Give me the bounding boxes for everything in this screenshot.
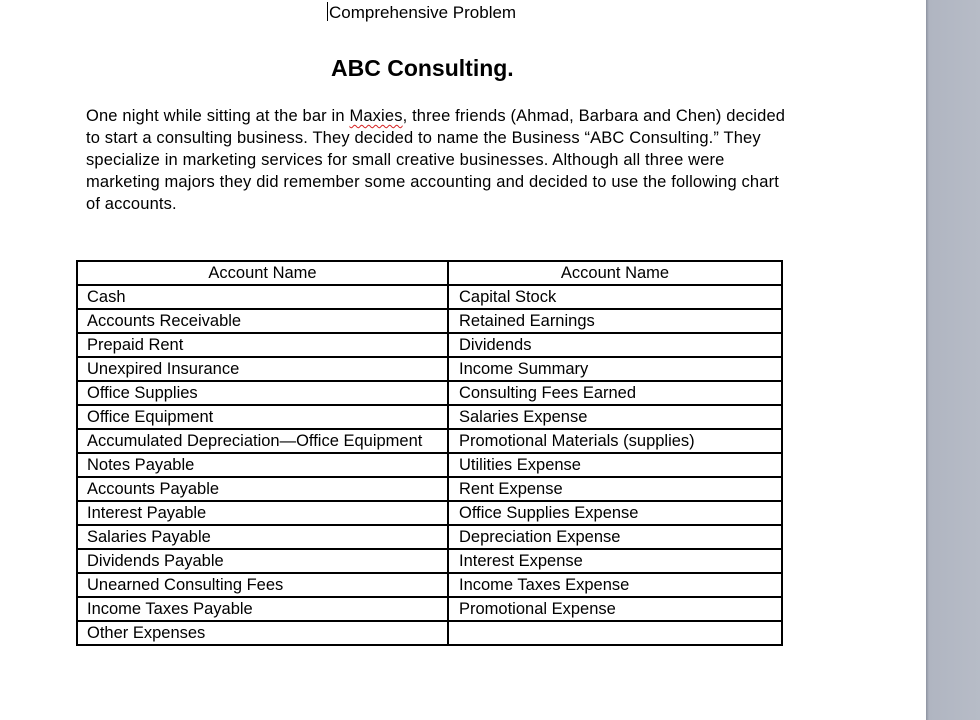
table-row: [77, 477, 782, 501]
account-cell-left: Unexpired Insurance: [77, 357, 448, 381]
intro-text-start: One night while sitting at the bar in: [86, 107, 350, 125]
account-cell-right: Income Taxes Expense: [448, 573, 782, 597]
chart-of-accounts-table: [76, 260, 783, 646]
account-cell-left: Notes Payable: [77, 453, 448, 477]
account-cell-right: Interest Expense: [448, 549, 782, 573]
table-row: [77, 501, 782, 525]
spellcheck-word[interactable]: Maxies: [349, 107, 403, 125]
account-cell-left: Office Equipment: [77, 405, 448, 429]
account-cell-right: Rent Expense: [448, 477, 782, 501]
table-body: [77, 285, 782, 645]
intro-paragraph: [86, 105, 786, 215]
account-cell-left: Accumulated Depreciation—Office Equipment: [77, 429, 448, 453]
account-cell-right: Promotional Expense: [448, 597, 782, 621]
account-cell-left: Dividends Payable: [77, 549, 448, 573]
table-row: [77, 381, 782, 405]
account-cell-left: Office Supplies: [77, 381, 448, 405]
table-row: [77, 405, 782, 429]
account-cell-left: Salaries Payable: [77, 525, 448, 549]
account-cell-left: Income Taxes Payable: [77, 597, 448, 621]
header-text-content: Comprehensive Problem: [329, 3, 517, 22]
account-cell-right: Promotional Materials (supplies): [448, 429, 782, 453]
account-cell-right: Dividends: [448, 333, 782, 357]
intro-text-rest: , three friends (Ahmad, Barbara and Chen) decided to start a consulting business. They decided to name the Business “ABC Consulting.” They specialize in marketing services for small creative businesses. Although all three were marketing majors they did remember some accounting and decided to use the following chart of accounts.: [86, 107, 786, 213]
table-row: [77, 357, 782, 381]
table-row: [77, 429, 782, 453]
account-cell-left: Accounts Receivable: [77, 309, 448, 333]
account-cell-left: Unearned Consulting Fees: [77, 573, 448, 597]
account-cell-left: Accounts Payable: [77, 477, 448, 501]
account-cell-right: Income Summary: [448, 357, 782, 381]
table-row: [77, 453, 782, 477]
account-cell-right: Utilities Expense: [448, 453, 782, 477]
table-row: [77, 621, 782, 645]
account-cell-left: Interest Payable: [77, 501, 448, 525]
account-cell-left: Prepaid Rent: [77, 333, 448, 357]
account-cell-right: Salaries Expense: [448, 405, 782, 429]
account-cell-left: Cash: [77, 285, 448, 309]
table-row: [77, 597, 782, 621]
account-cell-right: Office Supplies Expense: [448, 501, 782, 525]
window-side-panel: [926, 0, 980, 720]
table-row: [77, 285, 782, 309]
table-row: [77, 549, 782, 573]
account-cell-right: Capital Stock: [448, 285, 782, 309]
table-row: [77, 573, 782, 597]
table-row: [77, 309, 782, 333]
table-row: [77, 333, 782, 357]
account-cell-left: Other Expenses: [77, 621, 448, 645]
account-cell-right: Consulting Fees Earned: [448, 381, 782, 405]
account-cell-right: Retained Earnings: [448, 309, 782, 333]
text-cursor: [327, 2, 328, 21]
column-header-right: Account Name: [448, 261, 782, 285]
account-cell-right: [448, 621, 782, 645]
table-row: [77, 525, 782, 549]
table-header-row: [77, 261, 782, 285]
account-cell-right: Depreciation Expense: [448, 525, 782, 549]
header-text: [327, 2, 516, 23]
column-header-left: Account Name: [77, 261, 448, 285]
document-title: ABC Consulting.: [331, 55, 514, 81]
